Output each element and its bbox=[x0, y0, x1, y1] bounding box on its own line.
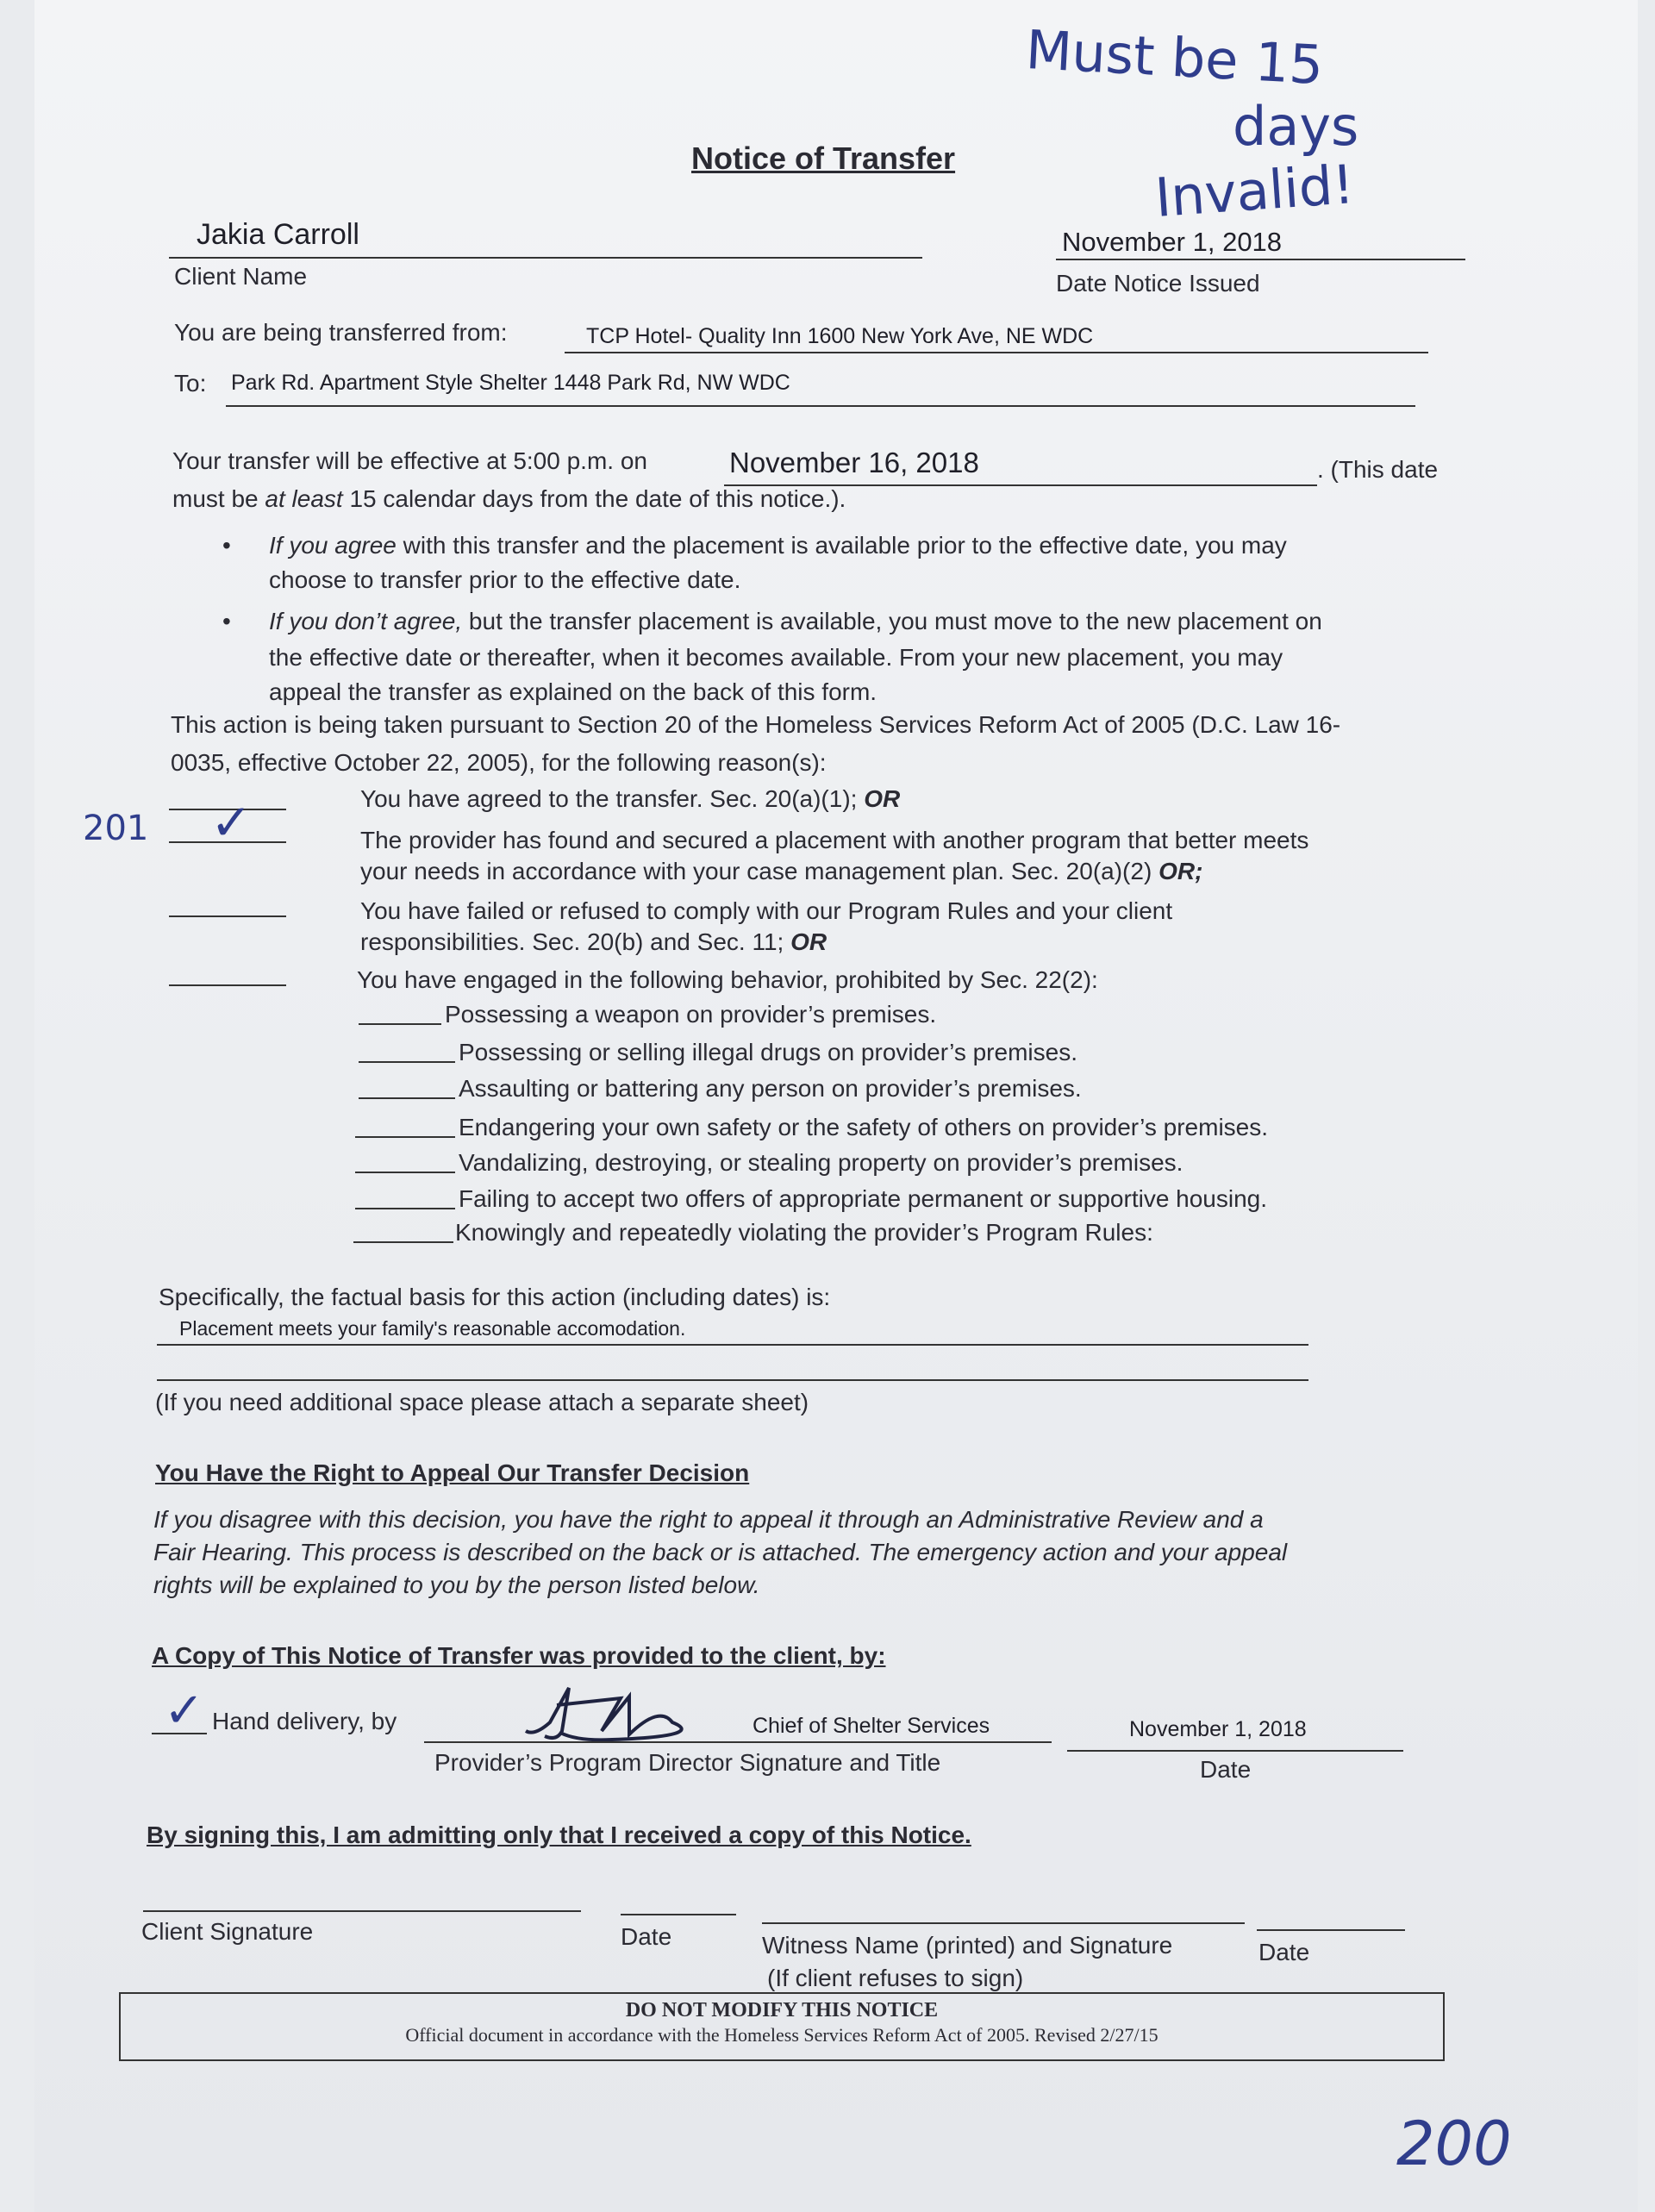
handwritten-note-line1: Must be 15 bbox=[1024, 18, 1325, 97]
effective-line2-a: must be bbox=[172, 485, 265, 512]
client-signature-line bbox=[143, 1910, 581, 1912]
behavior-blank-6 bbox=[355, 1208, 455, 1209]
transfer-from-value: TCP Hotel- Quality Inn 1600 New York Ave, NE WDC bbox=[586, 324, 1094, 348]
behavior-item-7: Knowingly and repeatedly violating the provider’s Program Rules: bbox=[455, 1219, 1153, 1246]
bullet1-dot: • bbox=[222, 532, 231, 559]
behavior-item-1: Possessing a weapon on provider’s premises. bbox=[445, 1001, 937, 1028]
reason3-or: OR bbox=[790, 928, 828, 955]
bullet2-line2: the effective date or thereafter, when it becomes available. From your new placement, you may bbox=[269, 644, 1283, 671]
reason1-text bbox=[360, 781, 900, 817]
director-sig-label: Provider’s Program Director Signature and Title bbox=[434, 1749, 941, 1776]
transfer-from-line bbox=[565, 352, 1428, 353]
behavior-blank-7 bbox=[353, 1241, 453, 1243]
delivery-heading: A Copy of This Notice of Transfer was provided to the client, by: bbox=[152, 1642, 886, 1669]
authority-line2: 0035, effective October 22, 2005), for the following reason(s): bbox=[171, 749, 827, 776]
footer-line1: DO NOT MODIFY THIS NOTICE bbox=[625, 1999, 939, 2021]
director-signature bbox=[509, 1671, 724, 1748]
reason2-line2 bbox=[360, 853, 1202, 890]
transfer-to-label: To: bbox=[174, 370, 207, 397]
bullet2-italic: If you don’t agree, bbox=[269, 608, 463, 634]
behavior-item-2: Possessing or selling illegal drugs on provider’s premises. bbox=[459, 1039, 1077, 1065]
footer-notice-box bbox=[119, 1992, 1445, 2061]
transfer-to-value: Park Rd. Apartment Style Shelter 1448 Park Rd, NW WDC bbox=[231, 371, 790, 395]
client-date-label: Date bbox=[621, 1923, 672, 1950]
footer-line2: Official document in accordance with the Homeless Services Reform Act of 2005. Revised 2/27/15 bbox=[405, 2024, 1158, 2046]
reason3-blank bbox=[169, 915, 286, 917]
bullet2-text: but the transfer placement is available, you must move to the new placement on bbox=[462, 608, 1322, 634]
date-issued-value: November 1, 2018 bbox=[1062, 227, 1283, 257]
bullet1-line2: choose to transfer prior to the effective date. bbox=[269, 566, 741, 593]
behavior-item-6: Failing to accept two offers of appropriate permanent or supportive housing. bbox=[459, 1185, 1268, 1212]
bullet1-line1 bbox=[269, 528, 1287, 564]
witness-label-line1: Witness Name (printed) and Signature bbox=[762, 1932, 1173, 1959]
bullet2-dot: • bbox=[222, 608, 231, 634]
reason3-line1: You have failed or refused to comply with our Program Rules and your client bbox=[360, 897, 1173, 924]
behavior-item-4: Endangering your own safety or the safety of others on provider’s premises. bbox=[459, 1114, 1269, 1140]
effective-prefix: Your transfer will be effective at 5:00 p.m. on bbox=[172, 447, 647, 474]
signature-stroke-1 bbox=[526, 1688, 569, 1738]
reason2-label: your needs in accordance with your case management plan. Sec. 20(a)(2) bbox=[360, 858, 1159, 884]
hand-delivery-label: Hand delivery, by bbox=[212, 1708, 397, 1734]
reason4-text: You have engaged in the following behavior, prohibited by Sec. 22(2): bbox=[357, 966, 1098, 993]
authority-line1: This action is being taken pursuant to Section 20 of the Homeless Services Reform Act of 2005 (D.C. Law 16- bbox=[171, 711, 1341, 738]
appeal-line1: If you disagree with this decision, you have the right to appeal it through an Administrative Review and a bbox=[153, 1506, 1264, 1533]
witness-label-line2: (If client refuses to sign) bbox=[767, 1965, 1024, 1991]
witness-date-line bbox=[1257, 1929, 1405, 1931]
transfer-from-label: You are being transferred from: bbox=[174, 319, 508, 346]
witness-date-label: Date bbox=[1258, 1939, 1310, 1965]
delivery-date-value: November 1, 2018 bbox=[1129, 1717, 1307, 1741]
signature-stroke-2 bbox=[557, 1696, 682, 1740]
delivery-date-label: Date bbox=[1200, 1756, 1252, 1783]
page-title: Notice of Transfer bbox=[691, 141, 956, 176]
behavior-blank-3 bbox=[359, 1097, 455, 1099]
director-title-value: Chief of Shelter Services bbox=[753, 1714, 990, 1738]
reason3-line2 bbox=[360, 924, 827, 960]
client-signature-label: Client Signature bbox=[141, 1918, 314, 1945]
director-signature-line bbox=[424, 1741, 1052, 1743]
effective-line2 bbox=[172, 481, 846, 517]
appeal-heading: You Have the Right to Appeal Our Transfer Decision bbox=[155, 1459, 750, 1486]
factual-note: (If you need additional space please attach a separate sheet) bbox=[155, 1389, 809, 1415]
client-name-line bbox=[169, 257, 922, 259]
reason2-check-icon: ✓ bbox=[210, 793, 253, 852]
factual-line1 bbox=[157, 1344, 1308, 1346]
behavior-item-3: Assaulting or battering any person on provider’s premises. bbox=[459, 1075, 1082, 1102]
behavior-blank-1 bbox=[359, 1023, 441, 1025]
client-name-value: Jakia Carroll bbox=[197, 218, 359, 251]
behavior-blank-4 bbox=[355, 1136, 455, 1138]
behavior-blank-2 bbox=[359, 1061, 455, 1063]
handwritten-note-line2: days bbox=[1233, 95, 1359, 158]
date-issued-label: Date Notice Issued bbox=[1056, 270, 1260, 297]
bullet2-line1 bbox=[269, 603, 1322, 640]
client-date-line bbox=[621, 1914, 736, 1915]
factual-value: Placement meets your family's reasonable accomodation. bbox=[179, 1317, 686, 1340]
reason3-label: responsibilities. Sec. 20(b) and Sec. 11; bbox=[360, 928, 791, 955]
witness-line bbox=[762, 1922, 1245, 1924]
effective-date-value: November 16, 2018 bbox=[729, 447, 979, 478]
effective-line2-italic: at least bbox=[265, 485, 343, 512]
handwritten-note-line3: Invalid! bbox=[1152, 153, 1357, 229]
reason1-or: OR bbox=[864, 785, 901, 812]
bullet1-italic: If you agree bbox=[269, 532, 397, 559]
acknowledge-heading: By signing this, I am admitting only that I received a copy of this Notice. bbox=[147, 1821, 971, 1848]
factual-label: Specifically, the factual basis for this action (including dates) is: bbox=[159, 1284, 831, 1310]
reason2-or: OR; bbox=[1158, 858, 1203, 884]
reason2-line1: The provider has found and secured a placement with another program that better meets bbox=[360, 827, 1309, 853]
behavior-item-5: Vandalizing, destroying, or stealing property on provider’s premises. bbox=[459, 1149, 1183, 1176]
factual-line2 bbox=[157, 1379, 1308, 1381]
date-issued-line bbox=[1056, 259, 1465, 260]
transfer-to-line bbox=[226, 405, 1415, 407]
behavior-blank-5 bbox=[355, 1172, 455, 1173]
reason4-blank bbox=[169, 984, 286, 986]
appeal-line2: Fair Hearing. This process is described on the back or is attached. The emergency action and your appeal bbox=[153, 1539, 1288, 1565]
effective-suffix: . (This date bbox=[1317, 456, 1439, 483]
bullet2-line3: appeal the transfer as explained on the back of this form. bbox=[269, 678, 877, 705]
handwritten-page-number: 200 bbox=[1396, 2109, 1512, 2179]
bullet1-text: with this transfer and the placement is available prior to the effective date, you may bbox=[396, 532, 1287, 559]
margin-number: 201 bbox=[83, 809, 149, 848]
hand-delivery-check-icon: ✓ bbox=[164, 1683, 204, 1739]
client-name-label: Client Name bbox=[174, 263, 308, 290]
appeal-line3: rights will be explained to you by the person listed below. bbox=[153, 1572, 760, 1598]
effective-line2-b: 15 calendar days from the date of this notice.). bbox=[342, 485, 846, 512]
reason1-label: You have agreed to the transfer. Sec. 20(a)(1); bbox=[360, 785, 865, 812]
